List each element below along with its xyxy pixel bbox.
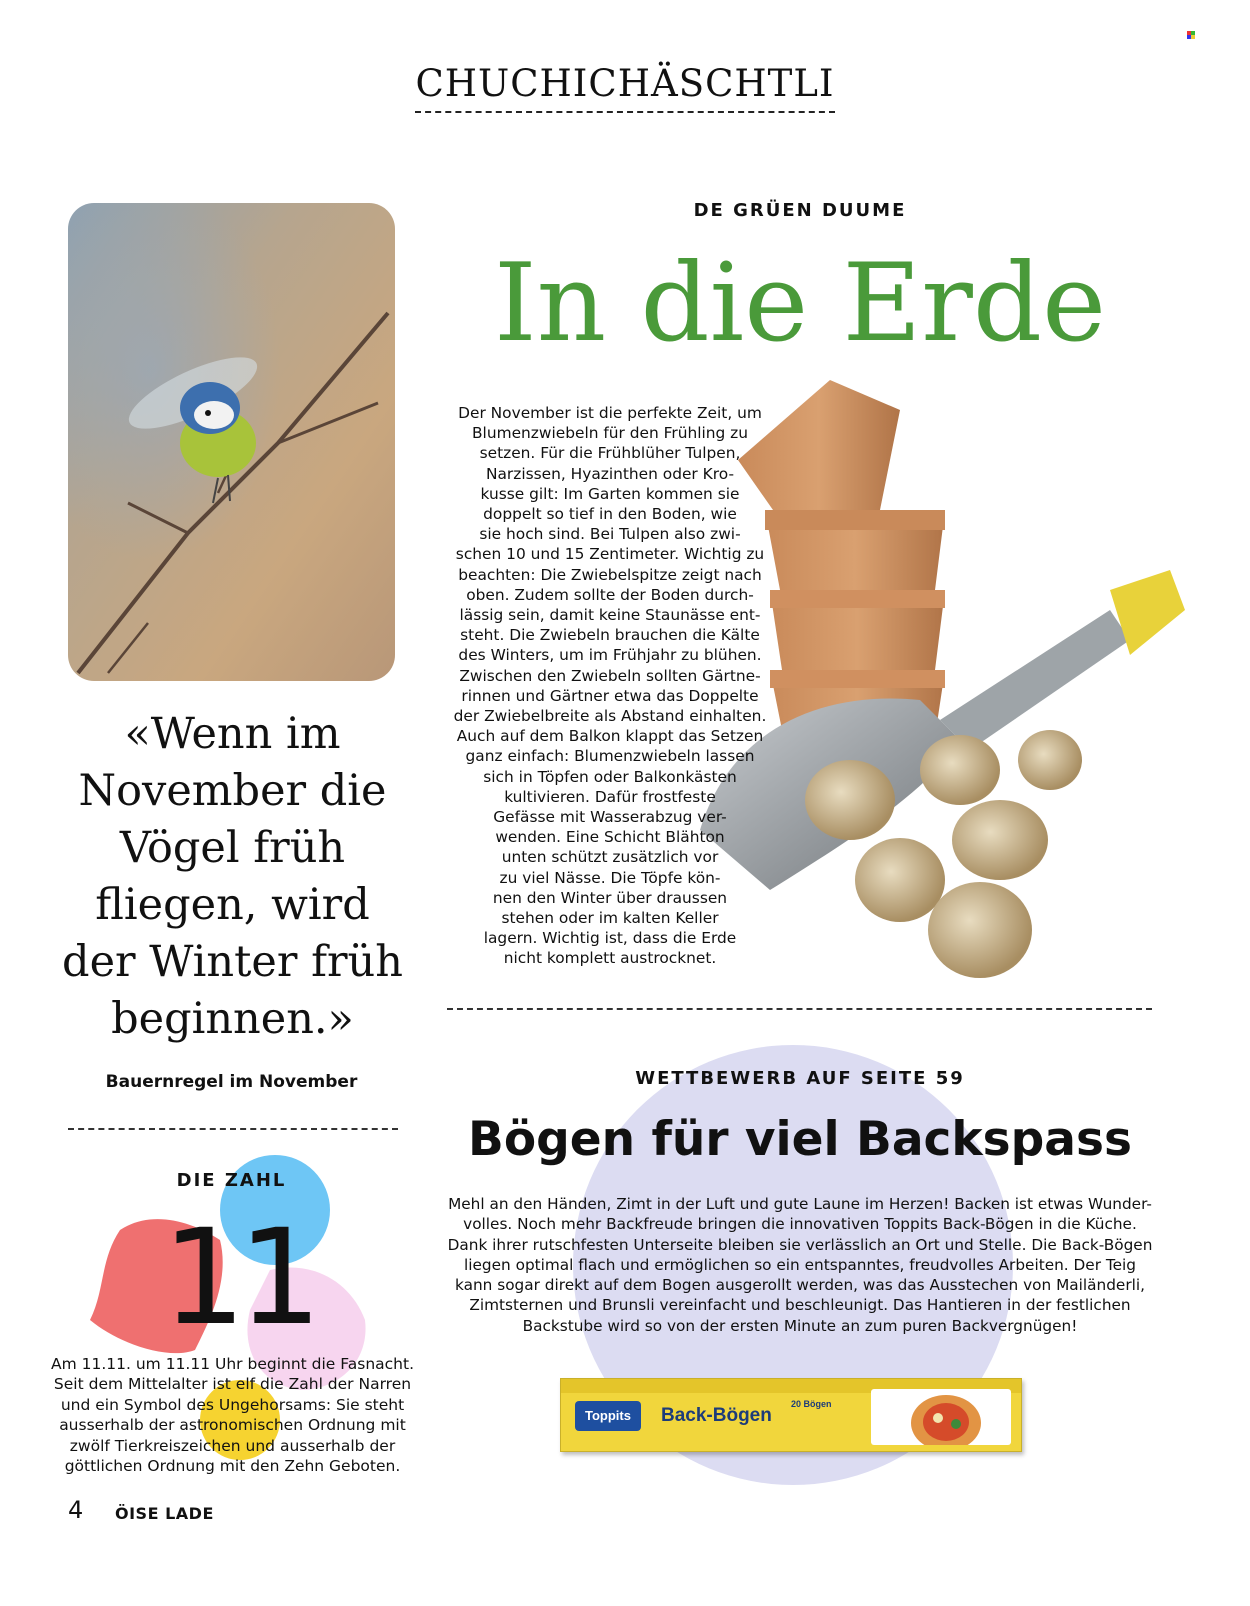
gardening-line: beachten: Die Zwiebelspitze zeigt nach [458,565,762,584]
zahl-line: Am 11.11. um 11.11 Uhr beginnt die Fasnacht. [51,1355,414,1373]
left-divider [68,1128,398,1130]
product-pizza-image [871,1389,1011,1445]
quote-line: fliegen, wird [95,880,370,930]
gardening-line: kultivieren. Dafür frostfeste [504,787,716,806]
gardening-line: lagern. Wichtig ist, dass die Erde [483,929,737,948]
gardening-line: stehen oder im kalten Keller [501,909,719,928]
quote-line: Vögel früh [119,823,346,873]
gardening-line: unten schützt zusätzlich vor [501,848,719,867]
gardening-line: nicht komplett austrocknet. [503,949,717,968]
wettbewerb-kicker: WETTBEWERB AUF SEITE 59 [635,1068,965,1089]
zahl-line: und ein Symbol des Ungehorsams: Sie steht [60,1395,405,1414]
gardening-line: oben. Zudem sollte der Boden durch- [466,585,754,604]
masthead [0,62,1250,113]
zahl-body [40,1354,425,1476]
toppits-logo [575,1401,641,1431]
wettbewerb-headline: Bögen für viel Backspass [468,1112,1132,1167]
gardening-line: Blumenzwiebeln für den Frühling zu [471,424,749,443]
page-number: 4 [68,1496,84,1524]
product-name: Back-Bögen [661,1405,772,1426]
gardening-line: wenden. Eine Schicht Blähton [495,828,725,847]
gardening-line: Gefässe mit Wasserabzug ver- [493,808,727,827]
corner-mark [1187,31,1195,39]
gardening-line: zu viel Nässe. Die Töpfe kön- [499,868,721,887]
quote-line: «Wenn im [124,709,341,759]
gardening-line: des Winters, um im Frühjahr zu blühen. [458,646,762,665]
product-brand: Toppits [585,1408,631,1423]
product-box [560,1378,1022,1452]
wettbewerb-line: Mehl an den Händen, Zimt in der Luft und gute Laune im Herzen! Backen ist etwas Wunder- [448,1195,1152,1213]
gardening-line: sich in Töpfen oder Balkonkästen [483,767,737,786]
quote-line: der Winter früh [62,937,403,987]
gardening-body [420,403,800,969]
gardening-line: lässig sein, damit keine Staunässe ent- [459,606,761,625]
gardening-line: steht. Die Zwiebeln brauchen die Kälte [460,626,760,645]
zahl-kicker: DIE ZAHL [176,1170,287,1191]
wettbewerb-line: kann sogar direkt auf dem Bogen ausgerollt werden, was das Ausstechen von Mailänderli, [455,1276,1145,1295]
gardening-line: setzen. Für die Frühblüher Tulpen, [479,444,741,463]
gardening-line: doppelt so tief in den Boden, wie [483,505,737,524]
zahl-line: göttlichen Ordnung mit den Zehn Geboten. [64,1457,401,1476]
wettbewerb-line: Dank ihrer rutschfesten Unterseite bleiben sie verlässlich an Ort und Stelle. Die Back-Bögen [447,1235,1153,1254]
quote-line: November die [78,766,387,816]
magazine-name: ÖISE LADE [115,1504,214,1523]
zahl-line: ausserhalb der astronomischen Ordnung mit [59,1416,406,1435]
gardening-line: sie hoch sind. Bei Tulpen also zwi- [479,525,741,544]
zahl-line: zwölf Tierkreiszeichen und ausserhalb der [69,1436,396,1455]
wettbewerb-line: liegen optimal flach und ermöglichen so ein entspanntes, freudvolles Arbeiten. Der Teig [464,1255,1136,1274]
pull-quote [40,706,425,1048]
bird-photo [68,203,395,681]
gardening-headline: In die Erde [494,241,1106,366]
zahl-number: 11 [162,1201,314,1355]
wettbewerb-body [440,1194,1160,1336]
gardening-line: schen 10 und 15 Zentimeter. Wichtig zu [455,545,765,564]
wettbewerb-line: Backstube wird so von der ersten Minute an zum puren Backvergnügen! [522,1316,1078,1335]
wettbewerb-line: volles. Noch mehr Backfreude bringen die innovativen Toppits Back-Bögen in die Küche. [463,1215,1137,1234]
gardening-line: der Zwiebelbreite als Abstand einhalten. [453,707,767,726]
wettbewerb-line: Zimtsternen und Brunsli vereinfacht und beschleunigt. Das Hantieren in der festlichen [469,1296,1131,1315]
right-divider [447,1008,1152,1010]
gardening-line: rinnen und Gärtner etwa das Doppelte [461,686,759,705]
gardening-line: Zwischen den Zwiebeln sollten Gärtne- [459,666,761,685]
quote-line: beginnen.» [111,994,354,1044]
gardening-line: Der November ist die perfekte Zeit, um [458,404,762,422]
gardening-line: Auch auf dem Balkon klappt das Setzen [456,727,764,746]
gardening-line: ganz einfach: Blumenzwiebeln lassen [465,747,755,766]
gardening-line: kusse gilt: Im Garten kommen sie [480,484,740,503]
gardening-line: Narzissen, Hyazinthen oder Kro- [485,464,734,483]
product-count: 20 Bögen [791,1399,832,1409]
masthead-title: CHUCHICHÄSCHTLI [415,62,834,113]
gardening-kicker: DE GRÜEN DUUME [693,200,907,221]
gardening-line: nen den Winter über draussen [492,888,728,907]
zahl-line: Seit dem Mittelalter ist elf die Zahl der Narren [53,1375,412,1394]
quote-attribution: Bauernregel im November [105,1072,358,1092]
